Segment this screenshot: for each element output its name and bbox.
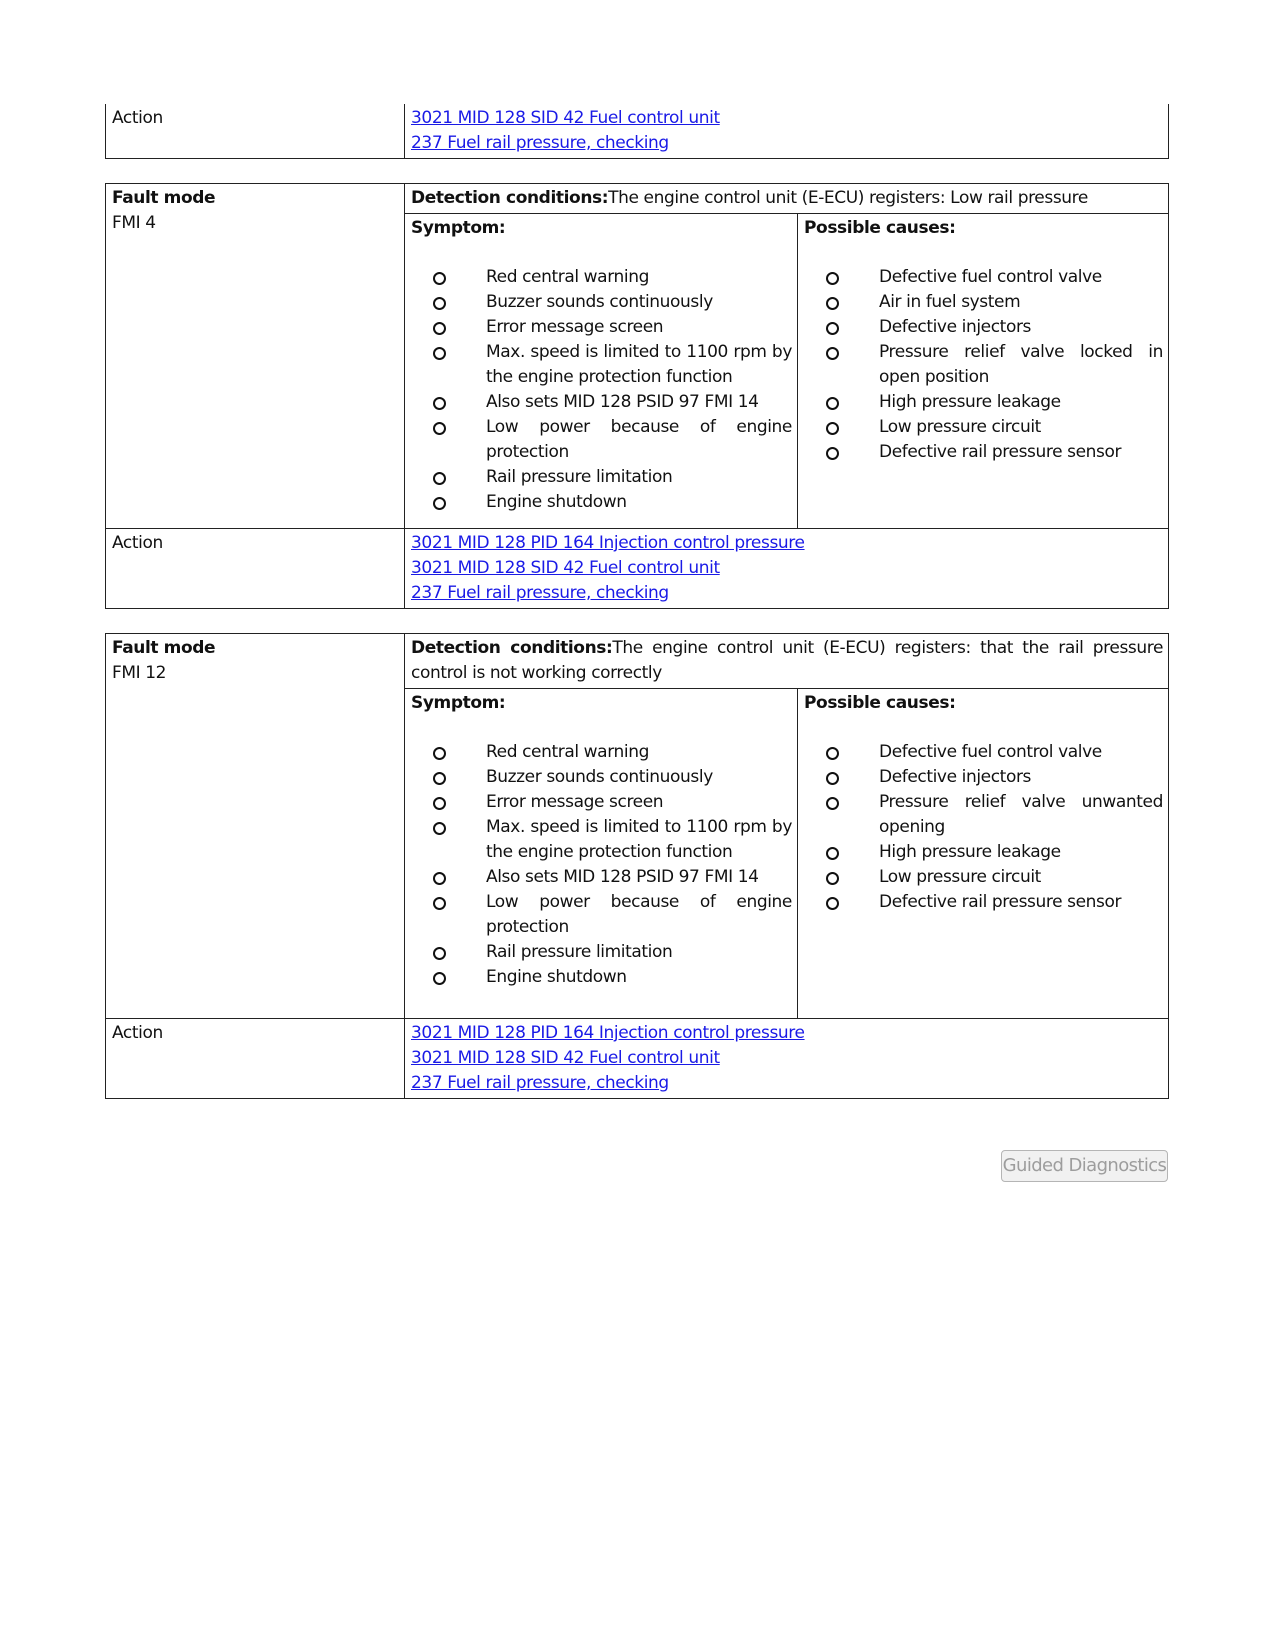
circle-bullet-icon <box>433 297 446 310</box>
list-item <box>804 790 1163 840</box>
circle-bullet-icon <box>433 497 446 510</box>
circle-bullet-icon <box>433 472 446 485</box>
circle-bullet-icon <box>433 322 446 335</box>
list-item-text: Pressure relief valve locked in open position <box>879 342 1163 387</box>
list-item <box>804 890 1163 915</box>
circle-bullet-icon <box>433 872 446 885</box>
circle-bullet-icon <box>826 447 839 460</box>
list-item <box>411 965 792 990</box>
circle-bullet-icon <box>433 972 446 985</box>
list-item <box>804 440 1163 465</box>
spacer <box>105 159 1169 183</box>
symptom-list <box>411 740 792 990</box>
list-item <box>411 765 792 790</box>
circle-bullet-icon <box>826 747 839 760</box>
list-item <box>411 315 792 340</box>
fmi-value: FMI 4 <box>112 213 156 233</box>
circle-bullet-icon <box>433 772 446 785</box>
action-table-continued <box>105 104 1169 159</box>
detection-text: The engine control unit (E-ECU) registers: that the rail pressure control is not working correctly <box>411 638 1164 683</box>
causes-list <box>804 265 1163 465</box>
circle-bullet-icon <box>433 397 446 410</box>
fault-table-fmi-12 <box>105 633 1169 1099</box>
list-item-text: Defective injectors <box>879 317 1031 337</box>
action-row <box>106 1019 1169 1099</box>
action-label: Action <box>106 104 405 159</box>
list-item <box>804 415 1163 440</box>
list-item-text: Error message screen <box>486 792 664 812</box>
list-item <box>804 340 1163 390</box>
list-item-text: Red central warning <box>486 267 649 287</box>
circle-bullet-icon <box>826 872 839 885</box>
list-item <box>411 265 792 290</box>
circle-bullet-icon <box>433 422 446 435</box>
fault-mode-label: Fault mode <box>112 188 216 208</box>
circle-bullet-icon <box>826 422 839 435</box>
list-item-text: Engine shutdown <box>486 967 627 987</box>
list-item-text: Low pressure circuit <box>879 867 1041 887</box>
list-item <box>411 340 792 390</box>
list-item <box>411 390 792 415</box>
action-link[interactable]: 3021 MID 128 SID 42 Fuel control unit <box>411 558 720 578</box>
list-item-text: Red central warning <box>486 742 649 762</box>
symptom-column <box>405 689 798 1018</box>
list-item-text: Defective rail pressure sensor <box>879 892 1122 912</box>
circle-bullet-icon <box>826 847 839 860</box>
detection-conditions <box>405 634 1168 689</box>
action-links-cell <box>405 1019 1169 1099</box>
list-item-text: Air in fuel system <box>879 292 1021 312</box>
fault-mode-label: Fault mode <box>112 638 216 658</box>
causes-column <box>798 214 1168 528</box>
list-item <box>804 390 1163 415</box>
circle-bullet-icon <box>433 822 446 835</box>
list-item-text: Rail pressure limitation <box>486 942 673 962</box>
causes-column <box>798 689 1168 1018</box>
spacer <box>105 609 1169 633</box>
list-item-text: High pressure leakage <box>879 842 1061 862</box>
fault-mode-row <box>106 184 1169 529</box>
list-item-text: High pressure leakage <box>879 392 1061 412</box>
causes-list <box>804 740 1163 915</box>
circle-bullet-icon <box>826 272 839 285</box>
circle-bullet-icon <box>433 947 446 960</box>
list-item <box>804 865 1163 890</box>
guided-diagnostics-button[interactable]: Guided Diagnostics <box>1001 1150 1168 1182</box>
detection-label: Detection conditions: <box>411 638 613 658</box>
circle-bullet-icon <box>826 297 839 310</box>
fmi-value: FMI 12 <box>112 663 167 683</box>
list-item-text: Also sets MID 128 PSID 97 FMI 14 <box>486 392 759 412</box>
circle-bullet-icon <box>826 322 839 335</box>
circle-bullet-icon <box>826 897 839 910</box>
circle-bullet-icon <box>433 272 446 285</box>
circle-bullet-icon <box>826 797 839 810</box>
list-item <box>804 740 1163 765</box>
list-item <box>411 815 792 865</box>
fault-details-cell <box>405 634 1169 1019</box>
list-item-text: Buzzer sounds continuously <box>486 292 713 312</box>
list-item-text: Buzzer sounds continuously <box>486 767 713 787</box>
list-item <box>411 865 792 890</box>
causes-label: Possible causes: <box>804 693 956 713</box>
list-item-text: Defective rail pressure sensor <box>879 442 1122 462</box>
list-item-text: Rail pressure limitation <box>486 467 673 487</box>
circle-bullet-icon <box>433 747 446 760</box>
circle-bullet-icon <box>433 797 446 810</box>
circle-bullet-icon <box>433 347 446 360</box>
action-row <box>106 529 1169 609</box>
list-item <box>411 465 792 490</box>
list-item <box>411 415 792 465</box>
list-item <box>411 890 792 940</box>
action-link[interactable]: 3021 MID 128 PID 164 Injection control pressure <box>411 533 805 553</box>
list-item <box>411 490 792 515</box>
circle-bullet-icon <box>826 397 839 410</box>
list-item <box>411 940 792 965</box>
list-item <box>411 290 792 315</box>
list-item <box>804 315 1163 340</box>
fault-table-fmi-4 <box>105 183 1169 609</box>
action-row <box>106 104 1169 159</box>
action-link[interactable]: 3021 MID 128 SID 42 Fuel control unit <box>411 1048 720 1068</box>
list-item-text: Defective fuel control valve <box>879 742 1102 762</box>
document-page <box>105 104 1169 1099</box>
action-link[interactable]: 237 Fuel rail pressure, checking <box>411 583 669 603</box>
list-item-text: Max. speed is limited to 1100 rpm by the engine protection function <box>486 817 792 862</box>
action-link[interactable]: 237 Fuel rail pressure, checking <box>411 133 669 153</box>
list-item <box>411 740 792 765</box>
list-item <box>411 790 792 815</box>
list-item <box>804 765 1163 790</box>
fault-details-cell <box>405 184 1169 529</box>
fault-mode-cell <box>106 184 405 529</box>
action-label: Action <box>106 529 405 609</box>
circle-bullet-icon <box>826 347 839 360</box>
list-item-text: Max. speed is limited to 1100 rpm by the engine protection function <box>486 342 792 387</box>
detection-label: Detection conditions: <box>411 188 609 208</box>
list-item-text: Low power because of engine protection <box>486 417 792 462</box>
list-item-text: Engine shutdown <box>486 492 627 512</box>
causes-label: Possible causes: <box>804 218 956 238</box>
action-label: Action <box>106 1019 405 1099</box>
symptom-list <box>411 265 792 515</box>
list-item-text: Pressure relief valve unwanted opening <box>879 792 1163 837</box>
action-link[interactable]: 3021 MID 128 PID 164 Injection control pressure <box>411 1023 805 1043</box>
fault-mode-row <box>106 634 1169 1019</box>
action-links-cell <box>405 104 1169 159</box>
action-link[interactable]: 237 Fuel rail pressure, checking <box>411 1073 669 1093</box>
circle-bullet-icon <box>826 772 839 785</box>
list-item <box>804 840 1163 865</box>
symptom-label: Symptom: <box>411 218 506 238</box>
list-item <box>804 290 1163 315</box>
list-item-text: Also sets MID 128 PSID 97 FMI 14 <box>486 867 759 887</box>
list-item <box>804 265 1163 290</box>
list-item-text: Low power because of engine protection <box>486 892 792 937</box>
symptom-causes-row <box>405 214 1168 528</box>
detection-conditions <box>405 184 1168 214</box>
list-item-text: Low pressure circuit <box>879 417 1041 437</box>
circle-bullet-icon <box>433 897 446 910</box>
action-links-cell <box>405 529 1169 609</box>
detection-text: The engine control unit (E-ECU) registers: Low rail pressure <box>608 188 1088 208</box>
symptom-label: Symptom: <box>411 693 506 713</box>
fault-mode-cell <box>106 634 405 1019</box>
list-item-text: Defective injectors <box>879 767 1031 787</box>
symptom-causes-row <box>405 689 1168 1018</box>
list-item-text: Defective fuel control valve <box>879 267 1102 287</box>
action-link[interactable]: 3021 MID 128 SID 42 Fuel control unit <box>411 108 720 128</box>
list-item-text: Error message screen <box>486 317 664 337</box>
symptom-column <box>405 214 798 528</box>
